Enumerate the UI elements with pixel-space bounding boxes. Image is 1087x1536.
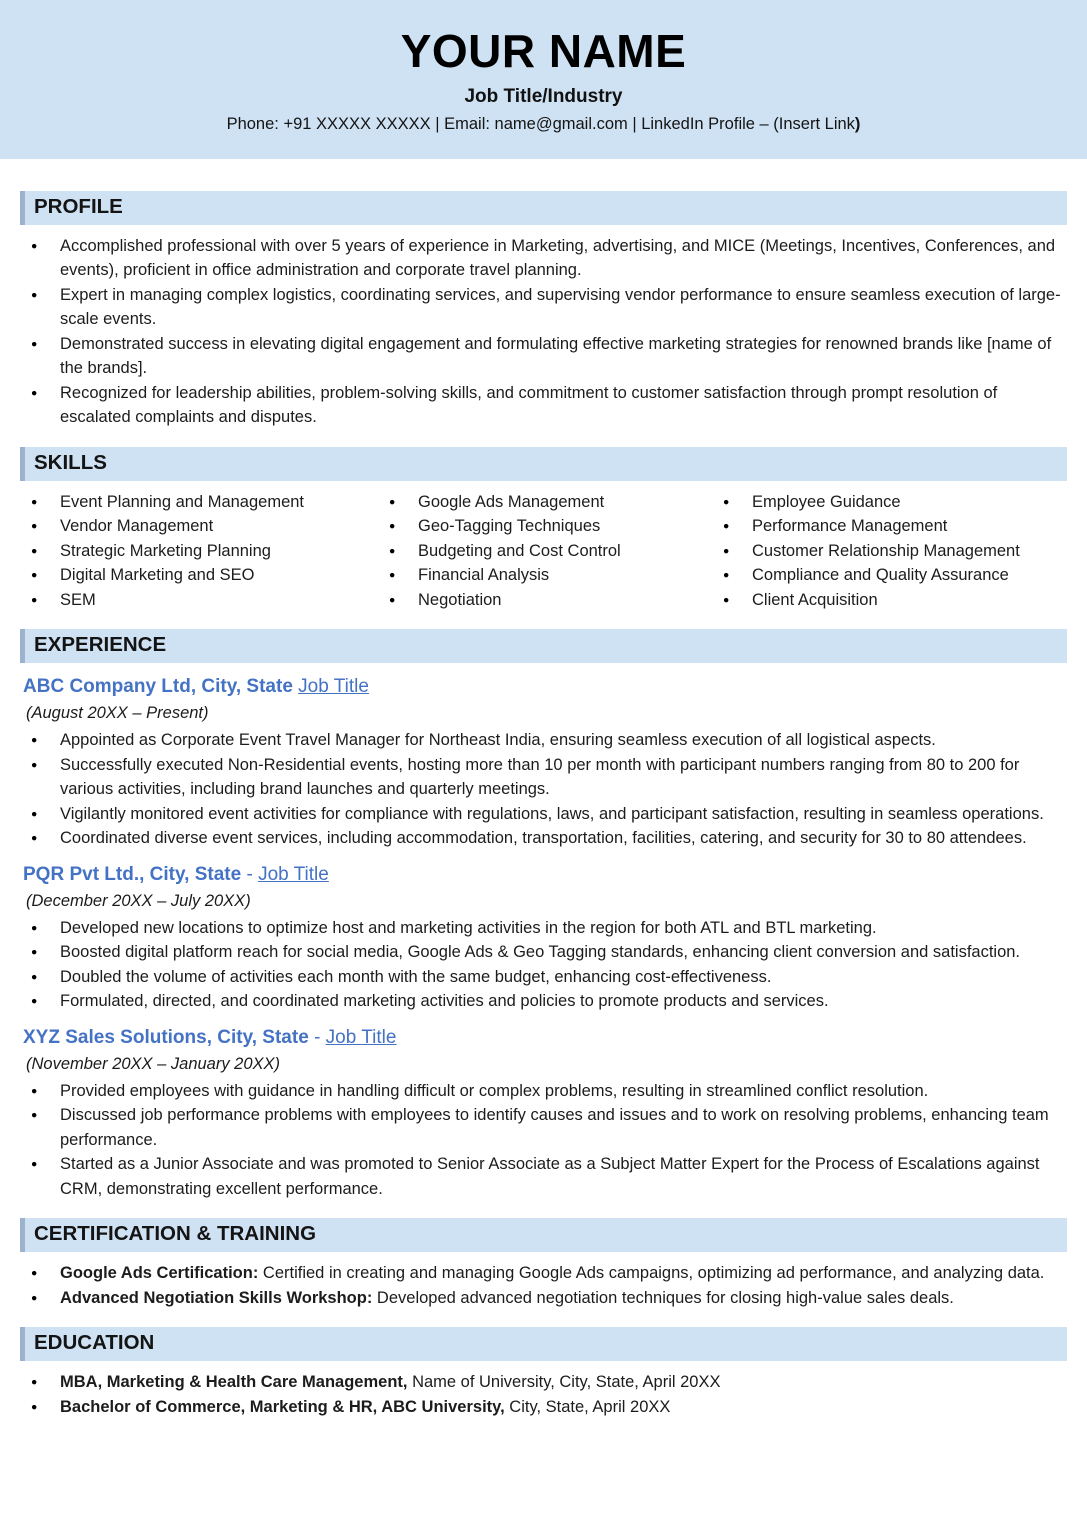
job-dates: (December 20XX – July 20XX) [26,891,251,910]
profile-section-heading: PROFILE [20,191,1067,225]
certification-section-heading: CERTIFICATION & TRAINING [20,1218,1067,1252]
job-bullet: ● Successfully executed Non-Residential events, hosting more than 10 per month with participant numbers ranging from 80 to 200 for various activities, including brand launches and quarterly meetings. [20,753,1067,802]
skill-item: ● Negotiation [378,588,712,613]
education-item [20,1395,1067,1420]
profile-bullet: ● Expert in managing complex logistics, coordinating services, and supervising vendor performance to ensure seamless execution of large-scale events. [20,283,1067,332]
skill-item: ● Event Planning and Management [20,490,378,515]
job-bullet: ● Coordinated diverse event services, including accommodation, transportation, facilities, catering, and security for 30 to 80 attendees. [20,826,1067,851]
skill-item: ● Budgeting and Cost Control [378,539,712,564]
skill-item: ● Vendor Management [20,514,378,539]
job-bullet: ● Boosted digital platform reach for social media, Google Ads & Geo Tagging standards, enhancing client conversion and satisfaction. [20,940,1067,965]
certification-item [20,1286,1067,1311]
contact-bold-suffix: ) [854,114,861,133]
company-name: XYZ Sales Solutions, City, State [23,1026,309,1048]
skills-grid [20,490,1067,613]
job-bullet: ● Developed new locations to optimize host and marketing activities in the region for both ATL and BTL marketing. [20,916,1067,941]
job-entry [20,674,1067,851]
skill-item: ● SEM [20,588,378,613]
skill-item: ● Client Acquisition [712,588,1067,613]
job-bullet: ● Provided employees with guidance in handling difficult or complex problems, resulting in streamlined conflict resolution. [20,1079,1067,1104]
job-title-link[interactable]: Job Title [258,863,329,885]
certification-item-title: Google Ads Certification: [60,1264,259,1283]
job-bullet: ● Formulated, directed, and coordinated marketing activities and policies to promote products and services. [20,989,1067,1014]
job-bullet: ● Appointed as Corporate Event Travel Manager for Northeast India, ensuring seamless execution of all logistical aspects. [20,728,1067,753]
job-bullet-list [20,1079,1067,1202]
company-title-separator: - [246,863,253,885]
skill-item: ● Performance Management [712,514,1067,539]
skill-item: ● Customer Relationship Management [712,539,1067,564]
content [20,191,1067,1420]
education-item [20,1370,1067,1395]
profile-list [20,234,1067,430]
skill-item: ● Employee Guidance [712,490,1067,515]
skill-item: ● Strategic Marketing Planning [20,539,378,564]
job-entry [20,862,1067,1014]
job-bullet: ● Discussed job performance problems with employees to identify causes and issues and to work on resolving problems, enhancing team performance. [20,1103,1067,1152]
job-heading [23,862,1067,887]
header-job-title: Job Title/Industry [464,85,623,107]
education-item-degree: MBA, Marketing & Health Care Management, [60,1373,408,1392]
education-section [20,1327,1067,1419]
contact-text: Phone: +91 XXXXX XXXXX | Email: name@gmail.com | LinkedIn Profile – (Insert Link [226,114,855,133]
skills-section [20,447,1067,613]
profile-bullet: ● Demonstrated success in elevating digital engagement and formulating effective marketing strategies for renowned brands like [name of the brands]. [20,332,1067,381]
education-item-text: City, State, April 20XX [509,1397,671,1416]
profile-bullet: ● Accomplished professional with over 5 years of experience in Marketing, advertising, and MICE (Meetings, Incentives, Conferences, and events), proficient in office administration and corporate travel planning. [20,234,1067,283]
company-name: ABC Company Ltd, City, State [23,676,293,698]
experience-section [20,629,1067,1201]
skill-item: ● Google Ads Management [378,490,712,515]
skill-item: ● Financial Analysis [378,563,712,588]
education-section-heading: EDUCATION [20,1327,1067,1361]
skill-item: ● Compliance and Quality Assurance [712,563,1067,588]
experience-section-heading: EXPERIENCE [20,629,1067,663]
skill-item: ● Geo-Tagging Techniques [378,514,712,539]
education-item-degree: Bachelor of Commerce, Marketing & HR, ABC University, [60,1397,505,1416]
skills-column-3 [712,490,1067,613]
job-dates: (November 20XX – January 20XX) [26,1054,281,1073]
job-heading [23,674,1067,699]
skills-section-heading: SKILLS [20,447,1067,481]
profile-bullet: ● Recognized for leadership abilities, problem-solving skills, and commitment to customer satisfaction through prompt resolution of escalated complaints and disputes. [20,381,1067,430]
skills-column-2 [378,490,712,613]
certification-section [20,1218,1067,1310]
certification-item [20,1261,1067,1286]
certification-list [20,1261,1067,1310]
job-title-link[interactable]: Job Title [298,676,369,698]
job-bullet: ● Doubled the volume of activities each month with the same budget, enhancing cost-effectiveness. [20,965,1067,990]
profile-section [20,191,1067,430]
skill-item: ● Digital Marketing and SEO [20,563,378,588]
job-bullet-list [20,728,1067,851]
job-title-link[interactable]: Job Title [325,1026,397,1048]
job-bullet-list [20,916,1067,1014]
page-title: YOUR NAME [400,25,687,77]
education-item-text: Name of University, City, State, April 20XX [412,1373,721,1392]
education-list [20,1370,1067,1419]
contact-line [10,115,1077,134]
job-dates: (August 20XX – Present) [26,704,209,723]
job-heading [23,1025,1067,1050]
company-name: PQR Pvt Ltd., City, State [23,863,242,885]
company-title-separator: - [314,1026,321,1048]
certification-item-text: Certified in creating and managing Google Ads campaigns, optimizing ad performance, and analyzing data. [262,1264,1045,1283]
job-bullet: ● Vigilantly monitored event activities for compliance with regulations, laws, and participant satisfaction, resulting in seamless operations. [20,802,1067,827]
header-band [0,0,1087,159]
skills-column-1 [20,490,378,613]
certification-item-text: Developed advanced negotiation techniques for closing high-value sales deals. [376,1288,954,1307]
certification-item-title: Advanced Negotiation Skills Workshop: [60,1288,373,1307]
job-entry [20,1025,1067,1202]
job-bullet: ● Started as a Junior Associate and was promoted to Senior Associate as a Subject Matter Expert for the Process of Escalations against CRM, demonstrating excellent performance. [20,1152,1067,1201]
